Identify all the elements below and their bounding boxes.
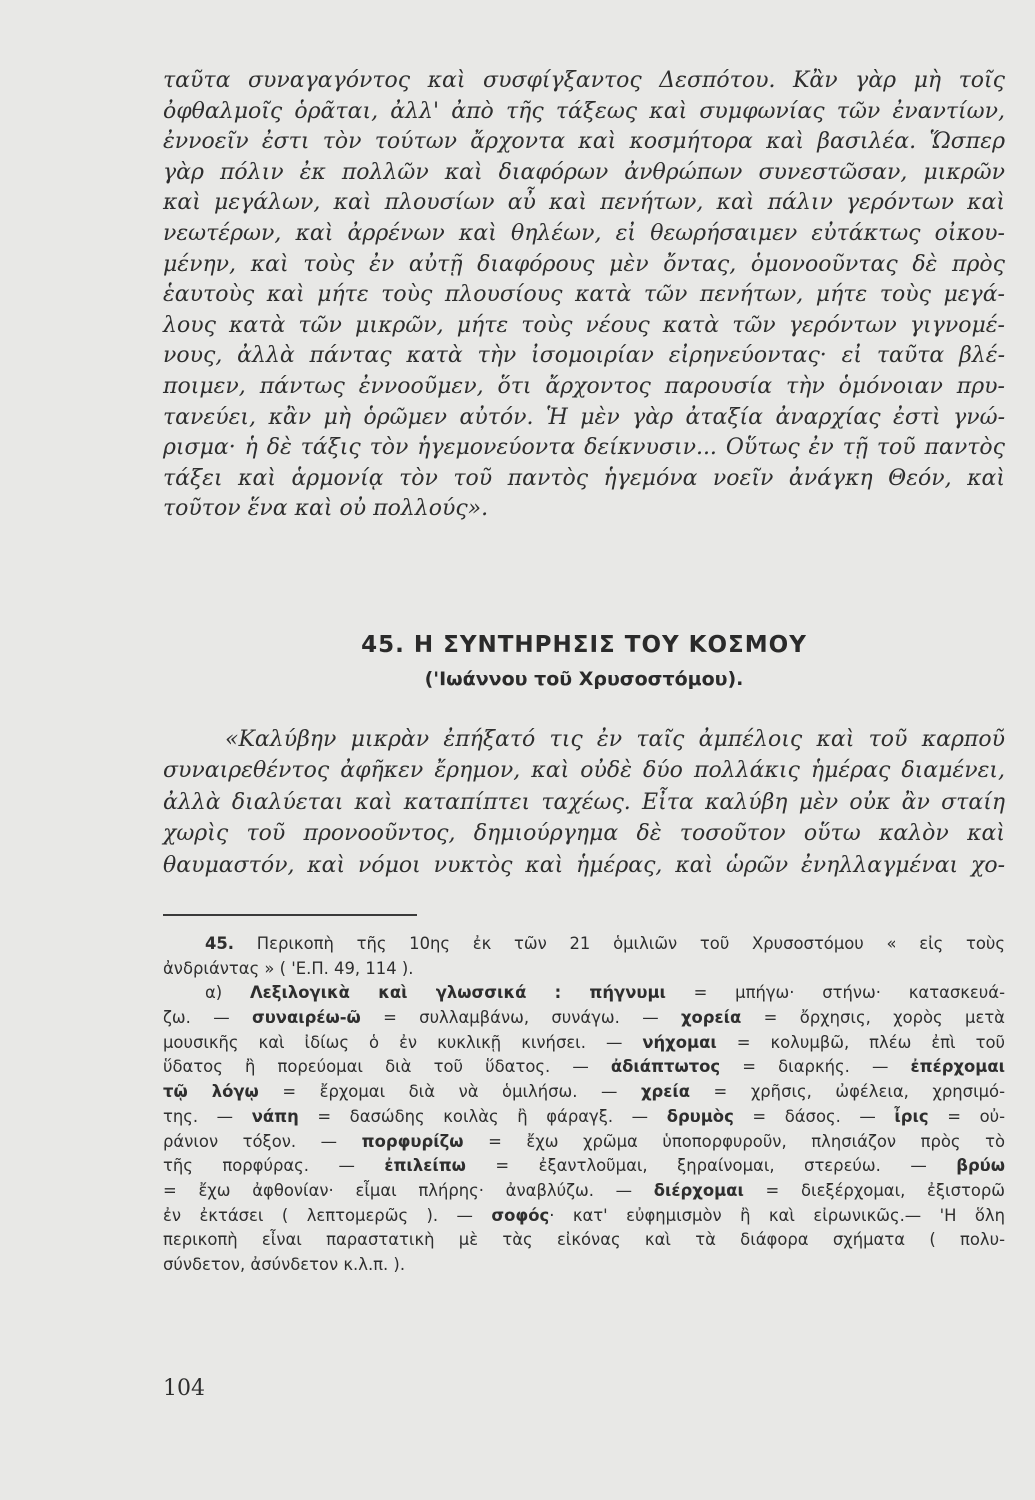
text-line: ἀλλὰ διαλύεται καὶ καταπίπτει ταχέως. Εἶτα καλύβη μὲν οὐκ ἂν σταίη	[163, 789, 1005, 815]
note-text: τῆς πορφύρας. —	[163, 1156, 385, 1176]
text-line: τοῦτον ἕνα καὶ οὐ πολλούς».	[163, 496, 489, 522]
note-term: νάπη	[251, 1106, 299, 1126]
note-text: = δασώδης κοιλὰς ἢ φάραγξ. —	[298, 1106, 667, 1126]
note-term: διέρχομαι	[653, 1180, 744, 1200]
note-term: νήχομαι	[642, 1032, 717, 1052]
text-line: μένην, καὶ τοὺς ἐν αὐτῇ διαφόρους μὲν ὄντας, ὁμονοοῦντας δὲ πρὸς	[163, 251, 1005, 277]
note-text: Περικοπὴ τῆς 10ης ἐκ τῶν 21 ὁμιλιῶν τοῦ Χρυσοστόμου « εἰς τοὺς	[256, 934, 1006, 953]
text-line: νους, ἀλλὰ πάντας κατὰ τὴν ἰσομοιρίαν εἰρηνεύοντας· εἰ ταῦτα βλέ-	[163, 343, 1005, 369]
note-term: ἐπιλείπω	[384, 1156, 466, 1176]
note-text: = διαρκής. —	[720, 1057, 911, 1077]
note-term: δρυμὸς	[666, 1106, 734, 1126]
note-line	[163, 1204, 1005, 1229]
note-text: = κολυμβῶ, πλέω ἐπὶ τοῦ	[716, 1032, 1005, 1052]
note-term: σοφός	[491, 1205, 550, 1225]
note-line: περικοπὴ εἶναι παραστατικὴ μὲ τὰς εἰκόνας καὶ τὰ διάφορα σχήματα ( πολυ-	[163, 1230, 1005, 1250]
note-text: α)	[205, 983, 250, 1003]
note-text: = μπήγω· στήνω· κατασκευά-	[665, 983, 1005, 1003]
text-line: ρισμα· ἡ δὲ τάξις τὸν ἡγεμονεύοντα δείκνυσιν... Οὕτως ἐν τῇ τοῦ παντὸς	[163, 435, 1005, 461]
note-term: ἐπέρχομαι	[910, 1057, 1005, 1077]
note-text: = ἔχω χρῶμα ὑποπορφυροῦν, πλησιάζον πρὸς τὸ	[463, 1131, 1005, 1151]
text-line: ποιμεν, πάντως ἐννοοῦμεν, ὅτι ἄρχοντος παρουσία τὴν ὁμόνοιαν πρυ-	[163, 373, 1005, 399]
note-text: μουσικῆς καὶ ἰδίως ὁ ἐν κυκλικῇ κινήσει. —	[163, 1032, 643, 1052]
section-title: 45. Η ΣΥΝΤΗΡΗΣΙΣ ΤΟΥ ΚΟΣΜΟΥ	[361, 632, 807, 658]
note-line	[163, 1130, 1005, 1155]
text-line: ἐννοεῖν ἐστι τὸν τούτων ἄρχοντα καὶ κοσμήτορα καὶ βασιλέα. Ὥσπερ	[163, 129, 1005, 155]
note-line	[163, 981, 1005, 1006]
main-text	[163, 66, 1005, 525]
note-term: βρύω	[956, 1156, 1005, 1176]
note-term: χορεία	[680, 1008, 742, 1028]
note-term: συναιρέω-ῶ	[251, 1008, 361, 1028]
note-line	[163, 1006, 1005, 1031]
text-line: νεωτέρων, καὶ ἀρρένων καὶ θηλέων, εἰ θεωρήσαιμεν εὐτάκτως οἰκου-	[163, 220, 1005, 246]
note-text: · κατ' εὐφημισμὸν ἢ καὶ εἰρωνικῶς.— 'Η ὅλη	[549, 1205, 1006, 1225]
text-line: λους κατὰ τῶν μικρῶν, μήτε τοὺς νέους κατὰ τῶν γερόντων γιγνομέ-	[163, 312, 1005, 338]
note-text: ράνιον τόξον. —	[163, 1131, 362, 1151]
note-term: τῷ λόγῳ	[163, 1082, 259, 1102]
text-line: γὰρ πόλιν ἐκ πολλῶν καὶ διαφόρων ἀνθρώπων συνεστῶσαν, μικρῶν	[163, 159, 1005, 185]
text-line: τανεύει, κἂν μὴ ὁρῶμεν αὐτόν. Ἡ μὲν γὰρ ἀταξία ἀναρχίας ἐστὶ γνώ-	[163, 404, 1005, 430]
note-number: 45.	[205, 934, 235, 953]
note-line	[163, 932, 1005, 957]
note-text: ὕδατος ἢ πορεύομαι διὰ τοῦ ὕδατος. —	[163, 1057, 611, 1077]
note-term: ἶρις	[894, 1106, 929, 1126]
note-text: ζω. —	[163, 1008, 252, 1028]
page-number: 104	[163, 1376, 205, 1401]
footnote-divider	[163, 914, 417, 916]
note-text: ἐν ἐκτάσει ( λεπτομερῶς ). —	[163, 1205, 492, 1225]
text-line: ὀφθαλμοῖς ὁρᾶται, ἀλλ' ἀπὸ τῆς τάξεως καὶ συμφωνίας τῶν ἐναντίων,	[163, 98, 1005, 124]
text-line: ἑαυτοὺς καὶ μήτε τοὺς πλουσίους κατὰ τῶν πενήτων, μήτε τοὺς μεγά-	[163, 282, 1005, 308]
note-line	[163, 1179, 1005, 1204]
footnotes	[163, 932, 1005, 1278]
text-line: χωρὶς τοῦ προνοοῦντος, δημιούργημα δὲ τοσοῦτον οὕτω καλὸν καὶ	[163, 821, 1005, 847]
note-line	[163, 1154, 1005, 1179]
note-term: πορφυρίζω	[361, 1131, 464, 1151]
note-term: ἀδιάπτωτος	[610, 1057, 721, 1077]
text-line: τάξει καὶ ἁρμονίᾳ τὸν τοῦ παντὸς ἡγεμόνα νοεῖν ἀνάγκη Θεόν, καὶ	[163, 465, 1005, 491]
note-text: = ἔχω ἀφθονίαν· εἶμαι πλήρης· ἀναβλύζω. —	[163, 1180, 654, 1200]
note-line	[163, 1031, 1005, 1056]
note-text: = ὄρχησις, χορὸς μετὰ	[741, 1008, 1005, 1028]
note-line	[163, 1080, 1005, 1105]
note-text: = ἐξαντλοῦμαι, ξηραίνομαι, στερεύω. —	[465, 1156, 957, 1176]
note-line	[163, 1105, 1005, 1130]
note-text: = συλλαμβάνω, συνάγω. —	[360, 1008, 681, 1028]
section-subtitle: ('Ιωάννου τοῦ Χρυσοστόμου).	[424, 668, 744, 690]
note-text: = οὐ-	[928, 1106, 1006, 1126]
text-line: καὶ μεγάλων, καὶ πλουσίων αὖ καὶ πενήτων, καὶ πάλιν γερόντων καὶ	[163, 190, 1005, 216]
note-text: της. —	[163, 1106, 252, 1126]
note-line: ἀνδριάντας » ( 'Ε.Π. 49, 114 ).	[163, 958, 414, 978]
text-line: ταῦτα συναγαγόντος καὶ συσφίγξαντος Δεσπότου. Κἂν γὰρ μὴ τοῖς	[163, 68, 1005, 93]
text-line: θαυμαστόν, καὶ νόμοι νυκτὸς καὶ ἡμέρας, καὶ ὡρῶν ἐνηλλαγμέναι χο-	[163, 852, 1005, 878]
section-text	[163, 724, 1005, 881]
note-term: Λεξιλογικὰ καὶ γλωσσικά : πήγνυμι	[249, 983, 666, 1003]
note-text: = χρῆσις, ὠφέλεια, χρησιμό-	[690, 1082, 1005, 1102]
note-text: = δάσος. —	[733, 1106, 895, 1126]
note-text: = διεξέρχομαι, ἐξιστορῶ	[743, 1180, 1005, 1200]
text-line: συναιρεθέντος ἀφῆκεν ἔρημον, καὶ οὐδὲ δύο πολλάκις ἡμέρας διαμένει,	[163, 758, 1005, 784]
note-term: χρεία	[640, 1082, 691, 1102]
note-line: σύνδετον, ἀσύνδετον κ.λ.π. ).	[163, 1254, 406, 1274]
note-line	[163, 1055, 1005, 1080]
note-text: = ἔρχομαι διὰ νὰ ὁμιλήσω. —	[258, 1082, 641, 1102]
text-line: «Καλύβην μικρὰν ἐπήξατό τις ἐν ταῖς ἀμπέλοις καὶ τοῦ καρποῦ	[225, 727, 1005, 752]
